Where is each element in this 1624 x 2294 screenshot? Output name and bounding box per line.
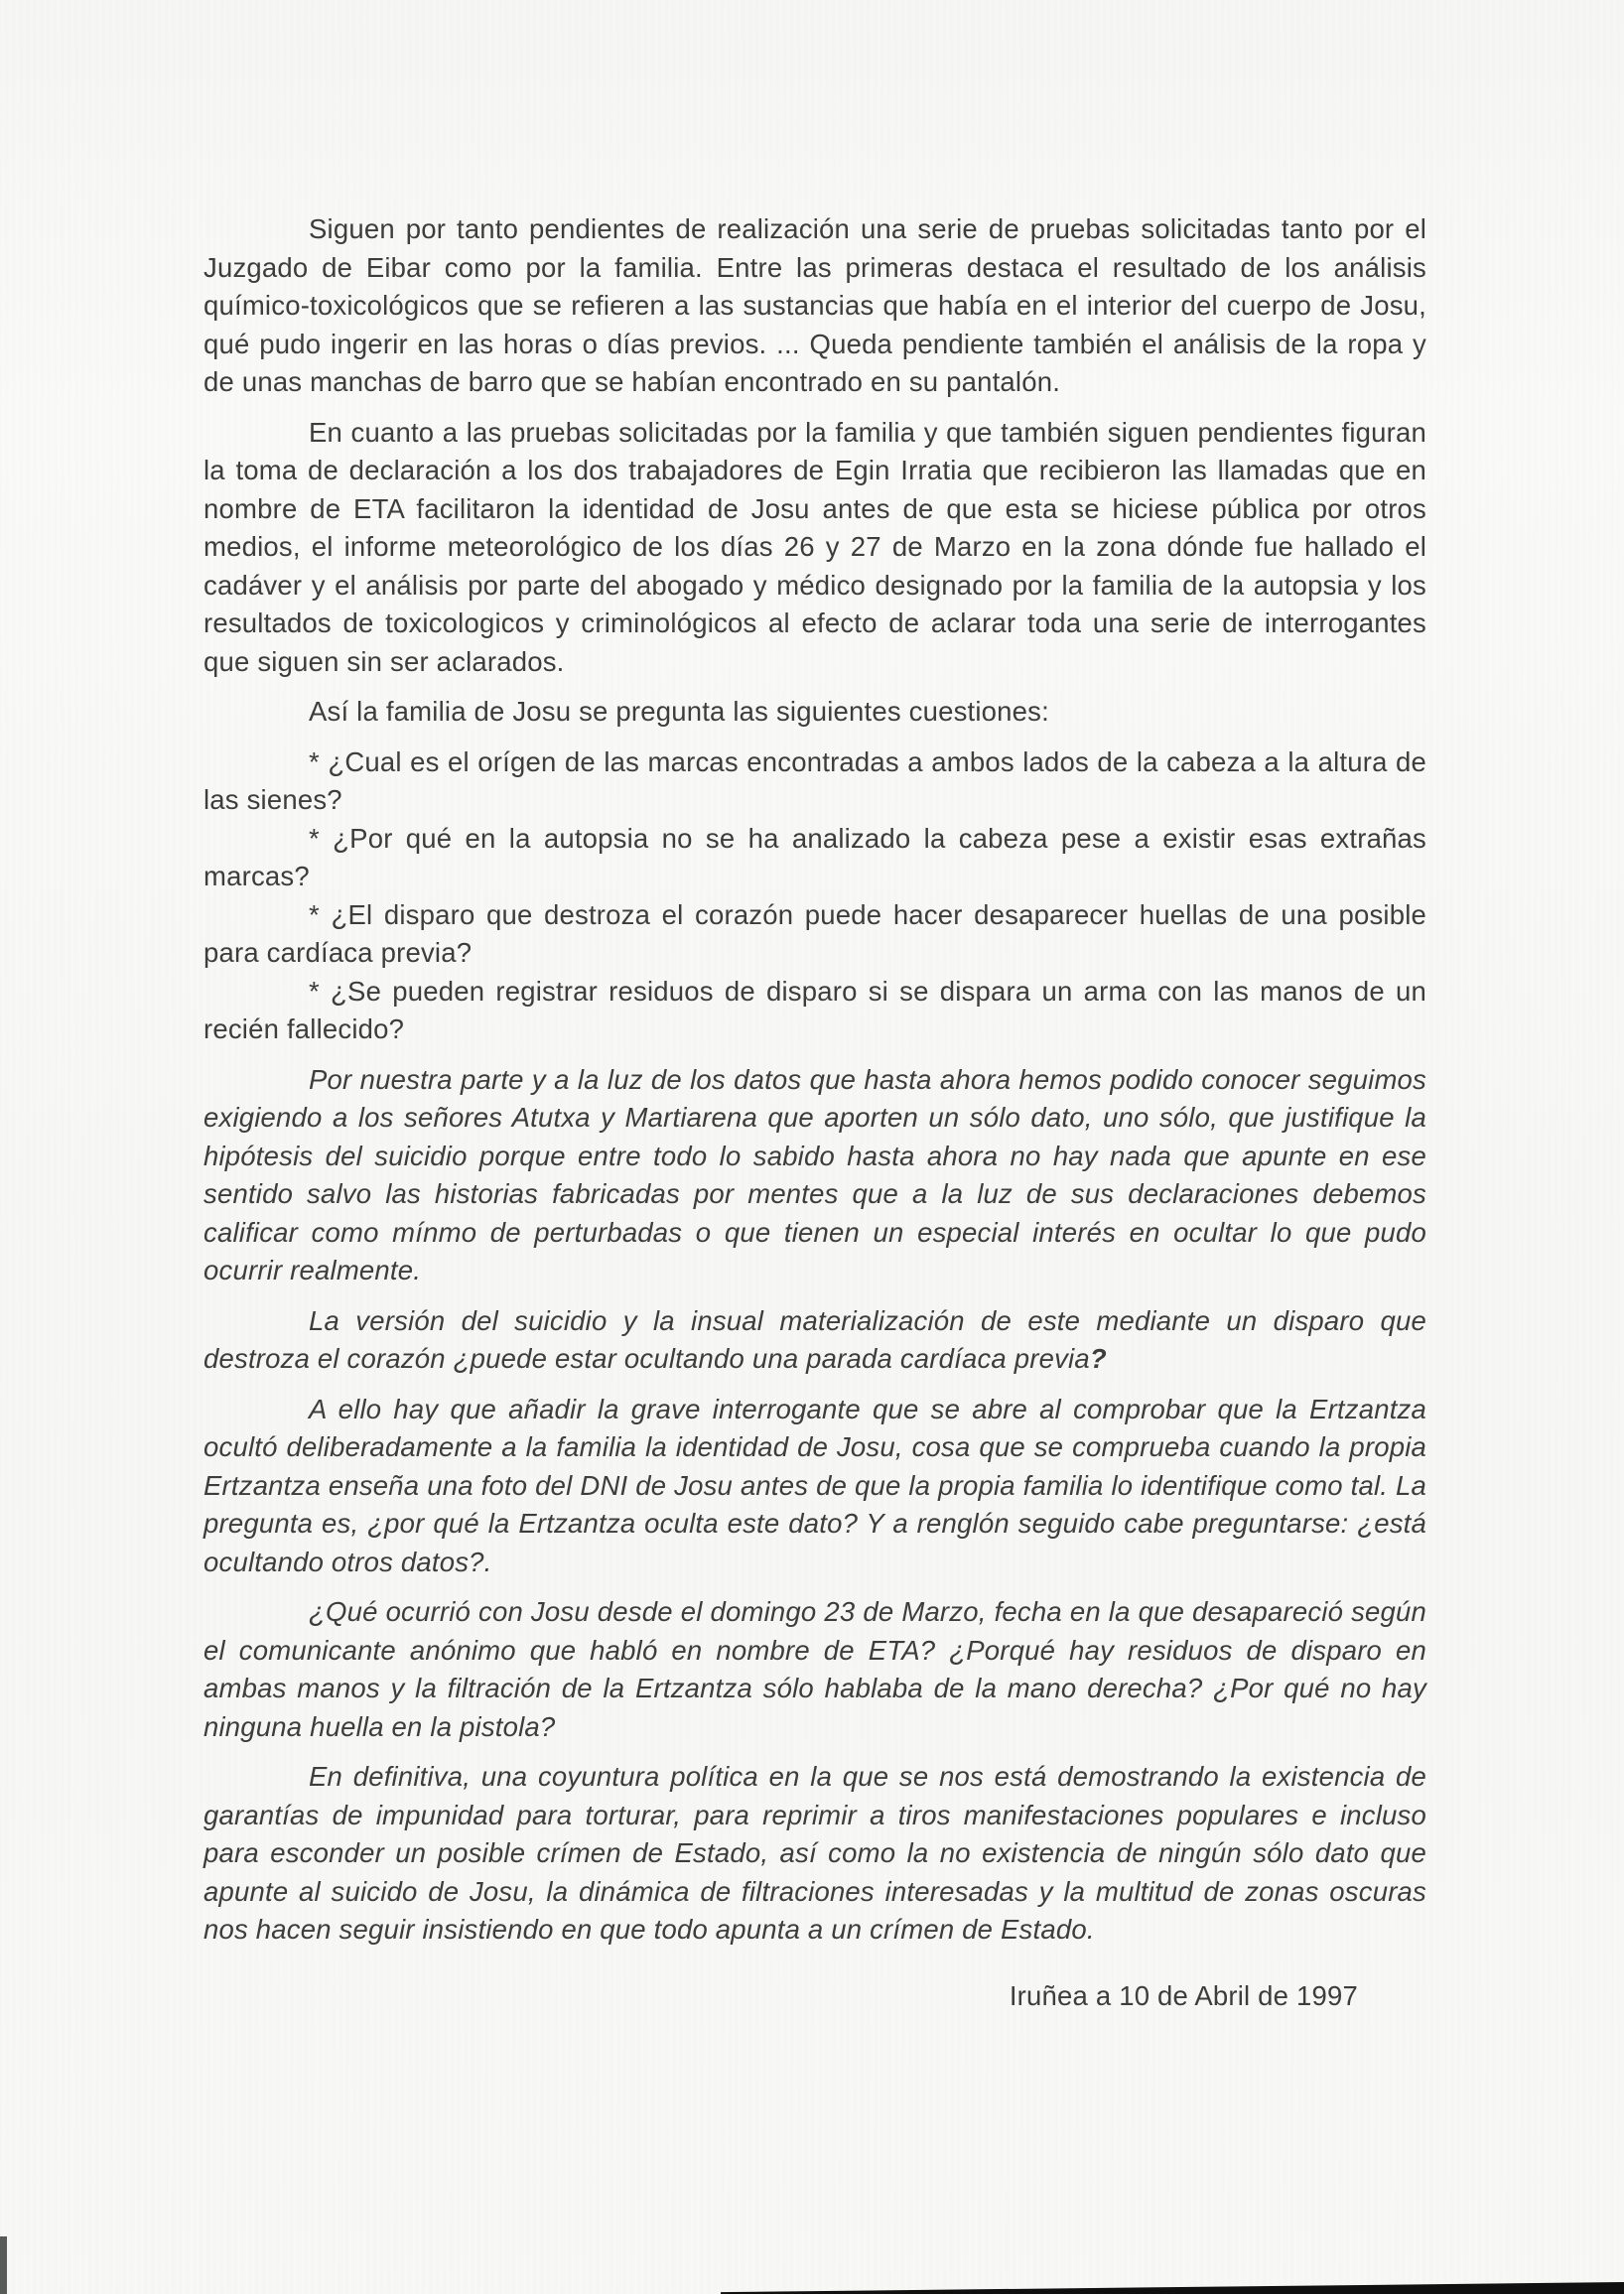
question-item-marks-origin: * ¿Cual es el orígen de las marcas encontradas a ambos lados de la cabeza a la altura de las sienes? bbox=[203, 745, 1426, 815]
bold-question-mark: ? bbox=[1089, 1343, 1107, 1374]
paragraph-pending-tests: Siguen por tanto pendientes de realización una serie de pruebas solicitadas tanto por el Juzgado de Eibar como por la familia. Entre las primeras destaca el resultado de los análisis químico-toxicológicos que se refieren a las sustancias que había en el interior del cuerpo de Josu, qué pudo ingerir en las horas o días previos. ... Queda pendiente también el análisis de la ropa y de unas manchas de barro que se habían encontrado en su pantalón. bbox=[203, 213, 1426, 397]
paragraph-demand-for-evidence: Por nuestra parte y a la luz de los datos que hasta ahora hemos podido conocer seguimos exigiendo a los señores Atutxa y Martiarena que aporten un sólo dato, uno sólo, que justifique la hipótesis del suicidio porque entre todo lo sabido hasta ahora no hay nada que apunte en ese sentido salvo las historias fabricadas por mentes que a la luz de sus declaraciones debemos calificar como mínmo de perturbadas o que tienen un especial interés en ocultar lo que pudo ocurrir realmente. bbox=[203, 1063, 1426, 1285]
paragraph-ertzantza-concealment: A ello hay que añadir la grave interrogante que se abre al comprobar que la Ertzantza ocultó deliberadamente a la familia la identidad de Josu, cosa que se comprueba cuando la propia Ertzantza enseña una foto del DNI de Josu antes de que la propia familia lo identifique como tal. La pregunta es, ¿por qué la Ertzantza oculta este dato? Y a renglón seguido cabe preguntarse: ¿está ocultando otros datos?. bbox=[203, 1393, 1426, 1577]
scan-artifact-bottom-edge bbox=[721, 2281, 1624, 2294]
paragraph-suicide-version-text: La versión del suicidio y la insual materialización de este mediante un disparo que destroza el corazón ¿puede estar ocultando una parada cardíaca previa bbox=[203, 1304, 1426, 1374]
dateline: Iruñea a 10 de Abril de 1997 bbox=[1009, 1979, 1358, 2011]
questions-list bbox=[203, 743, 1426, 1049]
question-item-heart-shot: * ¿El disparo que destroza el corazón puede hacer desaparecer huellas de una posible para cardíaca previa? bbox=[203, 898, 1426, 968]
paragraph-suicide-version bbox=[203, 1302, 1426, 1379]
question-item-gun-residue: * ¿Se pueden registrar residuos de disparo si se dispara un arma con las manos de un recién fallecido? bbox=[203, 975, 1426, 1044]
scan-artifact-left-edge bbox=[0, 2236, 7, 2294]
letter-body bbox=[203, 210, 1426, 2015]
paragraph-questions-intro: Así la familia de Josu se pregunta las siguientes cuestiones: bbox=[309, 696, 1049, 727]
paragraph-what-happened-questions: ¿Qué ocurrió con Josu desde el domingo 23 de Marzo, fecha en la que desapareció según el comunicante anónimo que habló en nombre de ETA? ¿Porqué hay residuos de disparo en ambas manos y la filtración de la Ertzantza sólo hablaba de la mano derecha? ¿Por qué no hay ninguna huella en la pistola? bbox=[203, 1596, 1426, 1742]
paragraph-family-requested-tests: En cuanto a las pruebas solicitadas por la familia y que también siguen pendientes figuran la toma de declaración a los dos trabajadores de Egin Irratia que recibieron las llamadas que en nombre de ETA facilitaron la identidad de Josu antes de que esta se hiciese pública por otros medios, el informe meteorológico de los días 26 y 27 de Marzo en la zona dónde fue hallado el cadáver y el análisis por parte del abogado y médico designado por la familia de la autopsia y los resultados de toxicologicos y criminológicos al efecto de aclarar toda una serie de interrogantes que siguen sin ser aclarados. bbox=[203, 416, 1426, 677]
question-item-autopsy-head: * ¿Por qué en la autopsia no se ha analizado la cabeza pese a existir esas extrañas marcas? bbox=[203, 822, 1426, 891]
paragraph-conclusion: En definitiva, una coyuntura política en la que se nos está demostrando la existencia de garantías de impunidad para torturar, para reprimir a tiros manifestaciones populares e incluso para esconder un posible crímen de Estado, así como la no existencia de ningún sólo dato que apunte al suicido de Josu, la dinámica de filtraciones interesadas y la multitud de zonas oscuras nos hacen seguir insistiendo en que todo apunta a un crímen de Estado. bbox=[203, 1761, 1426, 1945]
